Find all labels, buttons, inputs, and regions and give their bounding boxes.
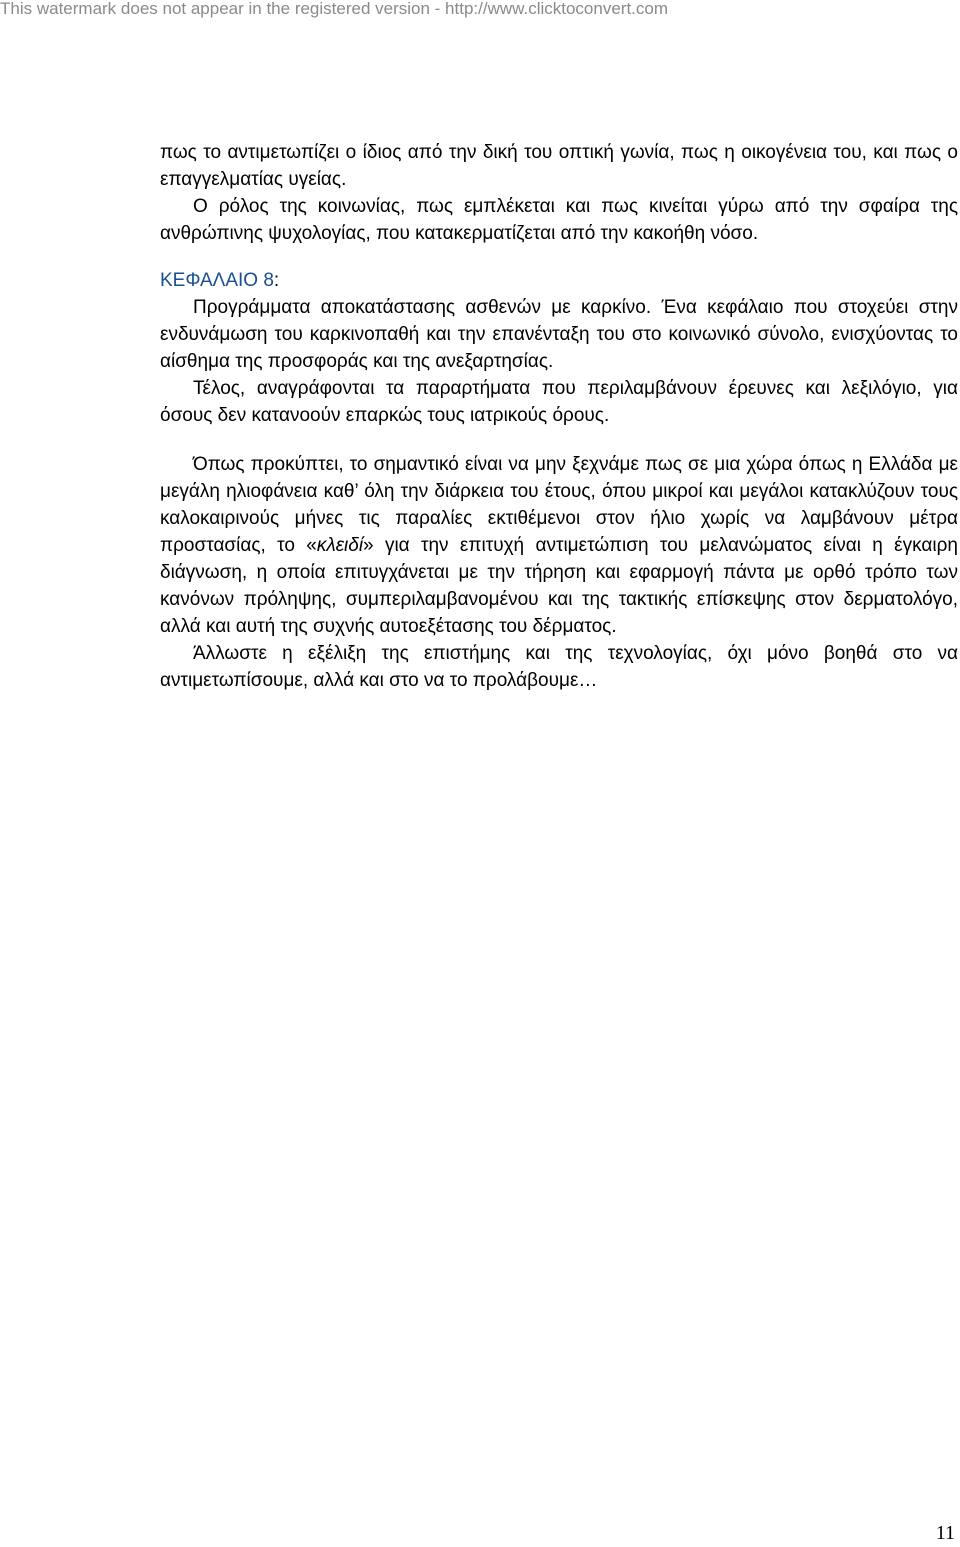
chapter-8-colon: :	[273, 270, 280, 291]
paragraph-4: Τέλος, αναγράφονται τα παραρτήματα που περιλαμβάνουν έρευνες και λεξιλόγιο, για όσους δεν κατανοούν επαρκώς τους ιατρικούς όρους.	[160, 378, 958, 426]
paragraph-gap	[160, 429, 958, 451]
paragraph-3: Προγράμματα αποκατάστασης ασθενών με καρκίνο. Ένα κεφάλαιο που στοχεύει στην ενδυνάμωση του καρκινοπαθή και την επανένταξη του στο κοινωνικό σύνολο, ενισχύοντας το αίσθημα της προσφοράς και της ανεξαρτησίας.	[160, 297, 958, 372]
page-number: 11	[935, 1522, 955, 1544]
watermark-link[interactable]: http://www.clicktoconvert.com	[445, 0, 669, 18]
watermark-text: This watermark does not appear in the registered version -	[0, 0, 446, 18]
chapter-8-label: ΚΕΦΑΛΑΙΟ 8	[160, 270, 274, 291]
paragraph-6: Άλλωστε η εξέλιξη της επιστήμης και της τεχνολογίας, όχι μόνο βοηθά στο να αντιμετωπίσουμε, αλλά και στο να το προλάβουμε…	[160, 643, 958, 691]
document-body	[160, 139, 958, 694]
paragraph-5-part-2: » για την επιτυχή αντιμετώπιση του μελανώματος είναι η έγκαιρη διάγνωση, η οποία επιτυγχάνεται με την τήρηση και εφαρμογή πάντα με ορθό τρόπο των κανόνων πρόληψης, συμπεριλαμβανομένου και της τακτικής επίσκεψης στον δερματολόγο, αλλά και αυτή της συχνής αυτοεξέτασης του δέρματος.	[160, 535, 958, 637]
chapter-8-heading	[160, 267, 958, 294]
paragraph-2: Ο ρόλος της κοινωνίας, πως εμπλέκεται και πως κινείται γύρω από την σφαίρα της ανθρώπινης ψυχολογίας, που κατακερματίζεται από την κακοήθη νόσο.	[160, 196, 958, 244]
watermark-banner	[0, 0, 668, 19]
paragraph-5-part-1: Όπως προκύπτει, το σημαντικό είναι να μην ξεχνάμε πως σε μια χώρα όπως η Ελλάδα με μεγάλη ηλιοφάνεια καθ’ όλη την διάρκεια του έτους, όπου μικροί και μεγάλοι κατακλύζουν τους καλοκαιρινούς μήνες τις παραλίες εκτιθέμενοι στον ήλιο χωρίς να λαμβάνουν μέτρα προστασίας, το «	[160, 454, 958, 556]
paragraph-5-italic-key: κλειδί	[316, 535, 364, 556]
paragraph-1: πως το αντιμετωπίζει ο ίδιος από την δική του οπτική γωνία, πως η οικογένεια του, και πως ο επαγγελματίας υγείας.	[160, 142, 958, 190]
paragraph-5	[160, 451, 958, 640]
